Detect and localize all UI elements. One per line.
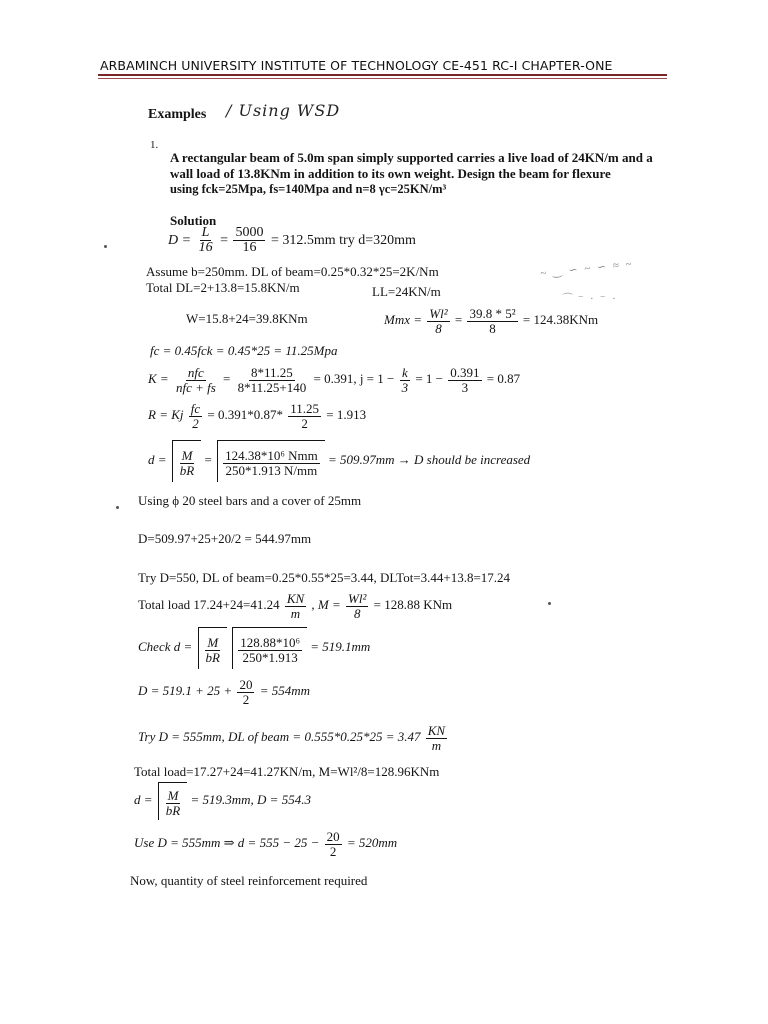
- k-line: K = $\frac{\text{nfc}}{\text{nfc + fs}}$ = $\frac{8*11.25}{8*11.25+140}$ = 0.391, j = 1 − $\frac{k}{3}$ = 1 − $\frac{0.391}{3}$ = 0.87: [148, 364, 521, 395]
- handwritten-note: / Using WSD: [226, 101, 341, 120]
- scan-smudge-2: ⌒ ⁻ ∙ ⁻ ∙: [560, 293, 618, 305]
- assume-line: Assume b=250mm. DL of beam=0.25*0.32*25=2K/Nm: [146, 264, 439, 279]
- header-rule: [98, 74, 667, 76]
- solution-heading: Solution: [170, 213, 217, 228]
- scan-dot-3: [548, 602, 551, 605]
- scan-dot-2: [116, 506, 119, 509]
- total-load-line: Total load 17.24+24=41.24 $\frac{KN}{m}$ , M = $\frac{\text{Wl²}}{8}$ = 128.88 KNm: [138, 590, 453, 621]
- total-load-2-line: Total load=17.27+24=41.27KN/m, M=Wl²/8=128.96KNm: [134, 764, 440, 779]
- header-rule-thin: [98, 78, 667, 79]
- steel-quantity-line: Now, quantity of steel reinforcement required: [130, 873, 368, 888]
- live-load-line: LL=24KN/m: [372, 284, 441, 299]
- total-dl-line: Total DL=2+13.8=15.8KN/m: [146, 280, 300, 295]
- check-line: Check d = $\frac{M}{bR}$ $\frac{\text{128.88*10⁶}}{250*1.913}$ = 519.1mm: [138, 627, 370, 669]
- use-555-line: Use D = 555mm ⇒ d = 555 − 25 − $\frac{20}{2}$ = 520mm: [134, 828, 398, 859]
- scan-dot: [104, 245, 107, 248]
- try-550-line: Try D=550, DL of beam=0.25*0.55*25=3.44, DLTot=3.44+13.8=17.24: [138, 570, 511, 585]
- header-title: ARBAMINCH UNIVERSITY INSTITUTE OF TECHNOLOGY CE-451 RC-I CHAPTER-ONE: [100, 58, 613, 73]
- d-check-line: d = $\frac{M}{bR}$ = $\frac{\text{124.38*10⁶ Nmm}}{250*1.913 N/mm}$ = 509.97mm → D should be increased: [148, 440, 530, 482]
- problem-line-2: wall load of 13.8KNm in addition to its own weight. Design the beam for flexure: [170, 166, 611, 181]
- fc-line: fc = 0.45fck = 0.45*25 = 11.25Mpa: [150, 343, 338, 358]
- r-line: R = Kj $\frac{fc}{2}$ = 0.391*0.87* $\frac{11.25}{2}$ = 1.913: [148, 400, 367, 431]
- moment-line: Mmx = $\frac{\text{Wl²}}{8}$ = $\frac{\text{39.8 * 5²}}{8}$ = 124.38KNm: [384, 305, 599, 336]
- w-line: W=15.8+24=39.8KNm: [186, 311, 308, 326]
- d-519-line: d = $\frac{M}{bR}$ = 519.3mm, D = 554.3: [134, 782, 311, 820]
- problem-line-3: using fck=25Mpa, fs=140Mpa and n=8 γc=25KN/m³: [170, 182, 447, 196]
- problem-number: 1.: [150, 139, 159, 151]
- using-bars-line: Using ϕ 20 steel bars and a cover of 25mm: [138, 493, 362, 508]
- scan-smudge: ~ ‿ ∽ ~ ∽ ≈ ~: [539, 258, 635, 280]
- try-555-line: Try D = 555mm, DL of beam = 0.555*0.25*25 = 3.47 $\frac{KN}{m}$: [138, 722, 446, 753]
- d-554-line: D = 519.1 + 25 + $\frac{20}{2}$ = 554mm: [138, 676, 311, 707]
- depth-estimate: D = $\frac{L}{16}$ = $\frac{5000}{16}$ = 312.5mm try d=320mm: [168, 225, 416, 256]
- examples-heading: Examples: [148, 107, 207, 122]
- problem-line-1: A rectangular beam of 5.0m span simply supported carries a live load of 24KN/m and a: [170, 150, 653, 165]
- d-sum-line: D=509.97+25+20/2 = 544.97mm: [138, 531, 312, 546]
